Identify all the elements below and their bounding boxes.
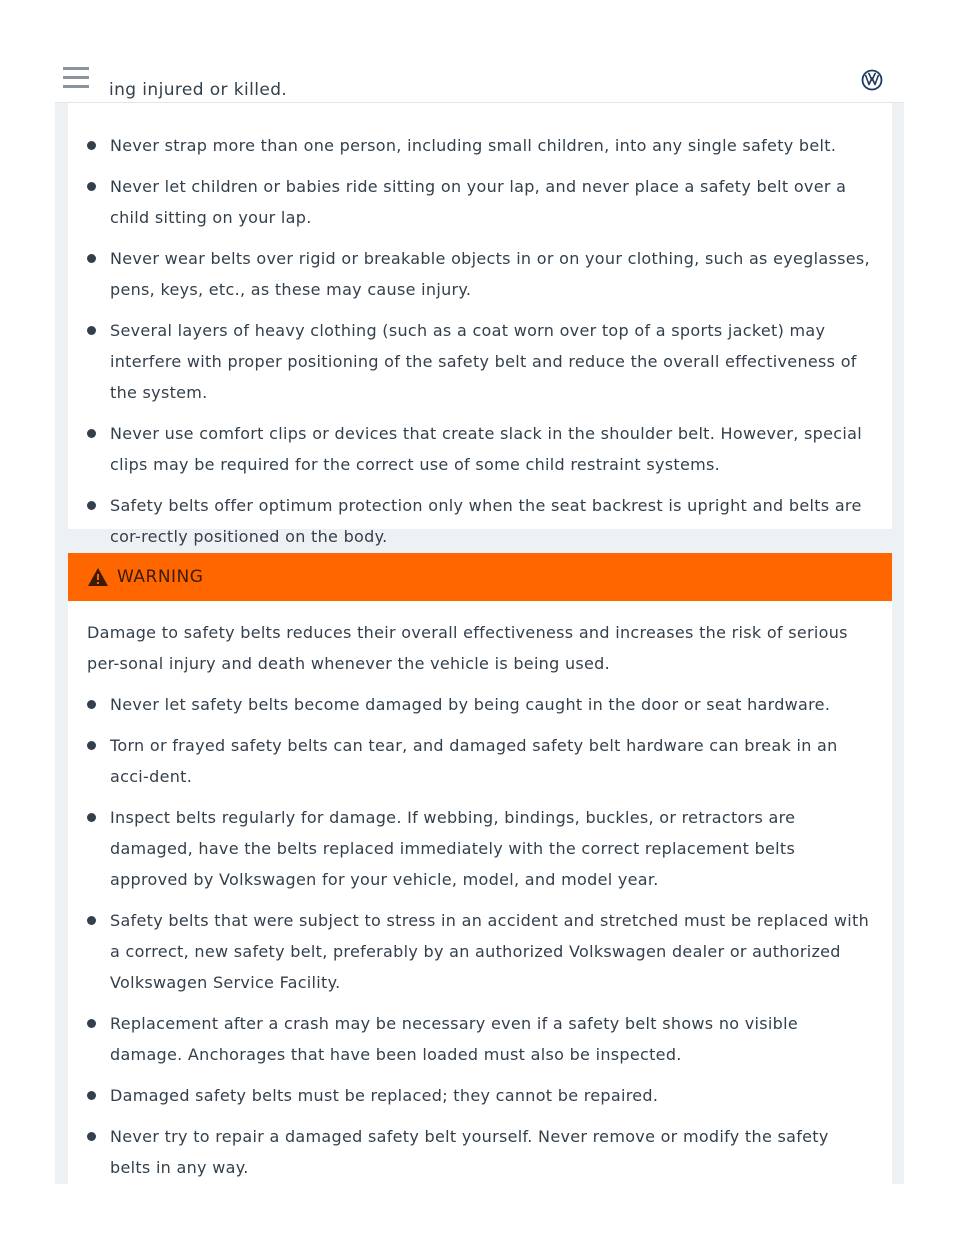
list-item: Never use comfort clips or devices that create slack in the shoulder belt. However, special clips may be required for the correct use of some child restraint systems. xyxy=(68,418,892,480)
list-item: Inspect belts regularly for damage. If webbing, bindings, buckles, or retractors are damaged, have the belts replaced immediately with the correct replacement belts approved by Volkswagen for your vehicle, model, and model year. xyxy=(68,802,892,895)
list-item: Safety belts that were subject to stress in an accident and stretched must be replaced with a correct, new safety belt, preferably by an authorized Volkswagen dealer or authorized Volkswagen Service Facility. xyxy=(68,905,892,998)
list-item: Never wear belts over rigid or breakable objects in or on your clothing, such as eyeglasses, pens, keys, etc., as these may cause injury. xyxy=(68,243,892,305)
top-navigation-bar xyxy=(55,0,904,103)
warning-intro: Damage to safety belts reduces their overall effectiveness and increases the risk of serious per-sonal injury and death whenever the vehicle is being used. xyxy=(87,623,848,673)
list-item: Never let safety belts become damaged by being caught in the door or seat hardware. xyxy=(68,689,892,720)
list-item: Replacement after a crash may be necessary even if a safety belt shows no visible damage. Anchorages that have been loaded must also be inspected. xyxy=(68,1008,892,1070)
hamburger-menu-icon[interactable] xyxy=(63,67,89,89)
list-item: Never let children or babies ride sitting on your lap, and never place a safety belt over a child sitting on your lap. xyxy=(68,171,892,233)
warning-list xyxy=(68,679,892,1183)
list-item: Safety belts offer optimum protection only when the seat backrest is upright and belts are cor-rectly positioned on the body. xyxy=(68,490,892,552)
safety-belt-notes-card xyxy=(68,102,892,546)
warning-card xyxy=(68,553,892,1184)
list-item: Several layers of heavy clothing (such as a coat worn over top of a sports jacket) may interfere with proper positioning of the safety belt and reduce the overall effectiveness of the system. xyxy=(68,315,892,408)
warning-header xyxy=(68,553,892,601)
safety-notes-list xyxy=(68,102,892,552)
list-item: Never try to repair a damaged safety belt yourself. Never remove or modify the safety belts in any way. xyxy=(68,1121,892,1183)
list-item: Damaged safety belts must be replaced; they cannot be repaired. xyxy=(68,1080,892,1111)
warning-triangle-icon xyxy=(87,567,109,587)
vw-logo-icon[interactable] xyxy=(861,69,883,91)
list-item: Torn or frayed safety belts can tear, and damaged safety belt hardware can break in an acci-dent. xyxy=(68,730,892,792)
list-item: Never strap more than one person, including small children, into any single safety belt. xyxy=(68,130,892,161)
clipped-previous-text: ing injured or killed. xyxy=(109,80,288,100)
warning-title: WARNING xyxy=(117,567,204,587)
